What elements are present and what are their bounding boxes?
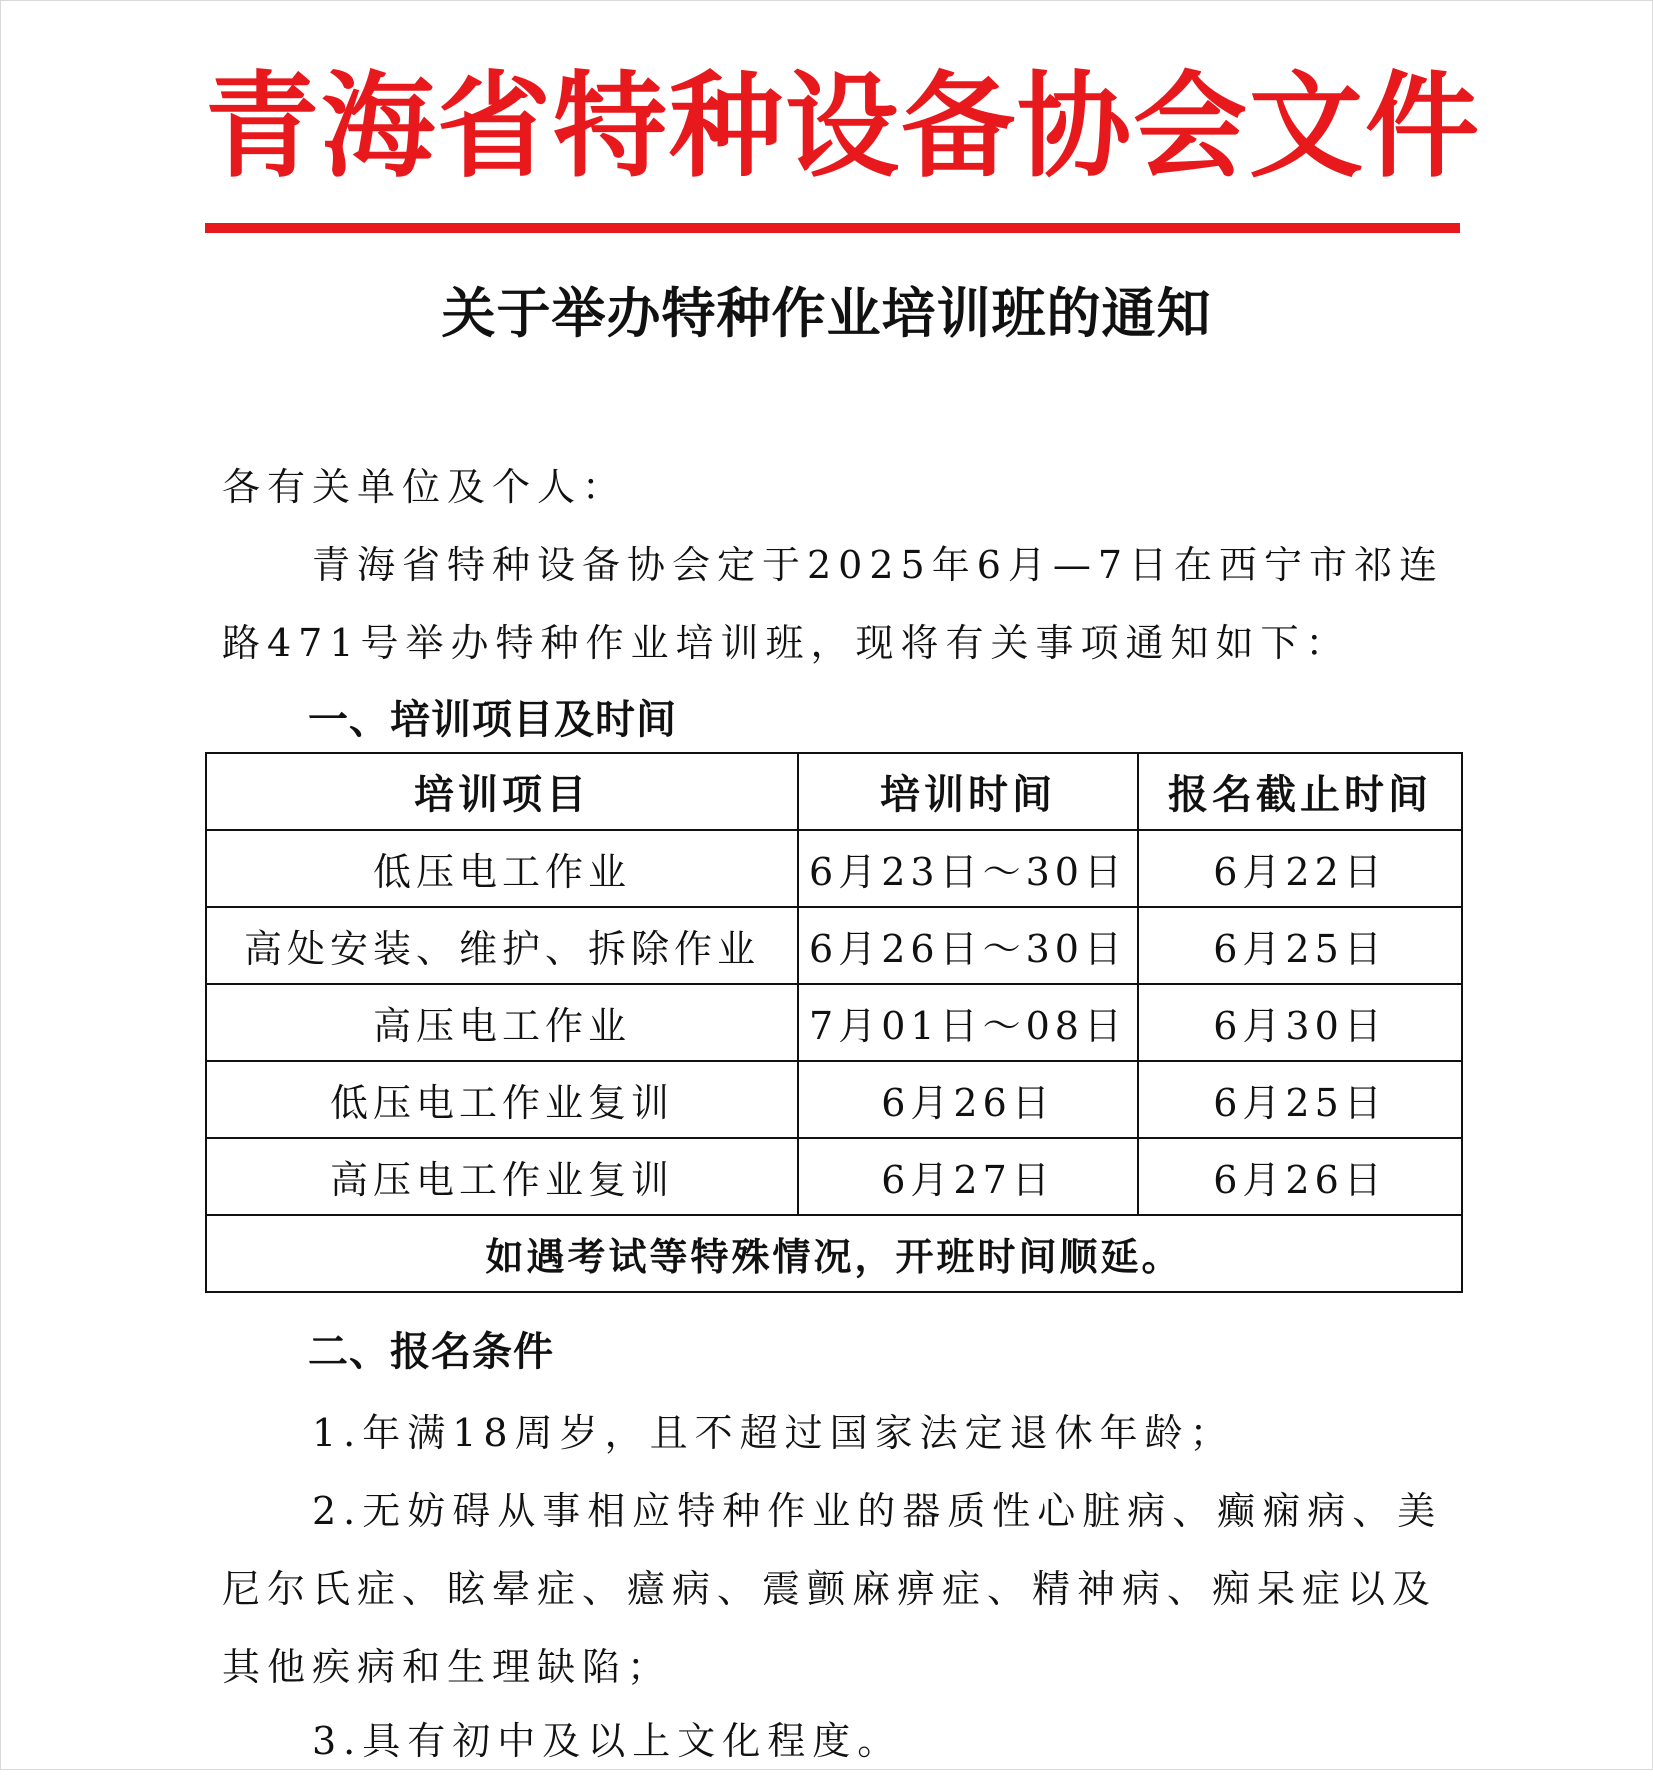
- cell-deadline: 6月26日: [1138, 1138, 1462, 1215]
- header-training-project: 培训项目: [206, 753, 798, 830]
- cell-training-time: 6月26日: [798, 1061, 1138, 1138]
- condition-3: 3.具有初中及以上文化程度。: [312, 1719, 903, 1763]
- table-row: [206, 984, 1462, 1061]
- cell-deadline: 6月30日: [1138, 984, 1462, 1061]
- cell-deadline: 6月25日: [1138, 1061, 1462, 1138]
- cell-training-time: 7月01日～08日: [798, 984, 1138, 1061]
- header-training-time: 培训时间: [798, 753, 1138, 830]
- training-schedule-table: [205, 752, 1463, 1293]
- cell-project: 低压电工作业: [206, 830, 798, 907]
- cell-deadline: 6月22日: [1138, 830, 1462, 907]
- table-note-row: [206, 1215, 1462, 1292]
- intro-paragraph-line-1: 青海省特种设备协会定于2025年6月—7日在西宁市祁连: [312, 543, 1445, 587]
- table-row: [206, 830, 1462, 907]
- cell-training-time: 6月26日～30日: [798, 907, 1138, 984]
- table-row: [206, 1138, 1462, 1215]
- cell-project: 低压电工作业复训: [206, 1061, 798, 1138]
- salutation: 各有关单位及个人：: [222, 465, 628, 509]
- cell-deadline: 6月25日: [1138, 907, 1462, 984]
- cell-project: 高压电工作业: [206, 984, 798, 1061]
- condition-1: 1.年满18周岁，且不超过国家法定退休年龄；: [312, 1411, 1235, 1455]
- condition-2-line-2: 尼尔氏症、眩晕症、癔病、震颤麻痹症、精神病、痴呆症以及: [222, 1567, 1438, 1611]
- table-header-row: [206, 753, 1462, 830]
- cell-project: 高处安装、维护、拆除作业: [206, 907, 798, 984]
- section-2-heading: 二、报名条件: [308, 1329, 554, 1375]
- condition-2-line-3: 其他疾病和生理缺陷；: [222, 1645, 673, 1689]
- document-title: 关于举办特种作业培训班的通知: [441, 282, 1212, 345]
- table-row: [206, 1061, 1462, 1138]
- masthead-red-rule: [205, 223, 1460, 233]
- section-1-heading: 一、培训项目及时间: [308, 697, 677, 743]
- cell-project: 高压电工作业复训: [206, 1138, 798, 1215]
- condition-2-line-1: 2.无妨碍从事相应特种作业的器质性心脏病、癫痫病、美: [312, 1489, 1443, 1533]
- header-registration-deadline: 报名截止时间: [1138, 753, 1462, 830]
- masthead-org-title: 青海省特种设备协会文件: [205, 60, 1482, 193]
- cell-training-time: 6月27日: [798, 1138, 1138, 1215]
- table-note: 如遇考试等特殊情况，开班时间顺延。: [206, 1215, 1462, 1292]
- cell-training-time: 6月23日～30日: [798, 830, 1138, 907]
- table-row: [206, 907, 1462, 984]
- intro-paragraph-line-2: 路471号举办特种作业培训班，现将有关事项通知如下：: [222, 621, 1351, 665]
